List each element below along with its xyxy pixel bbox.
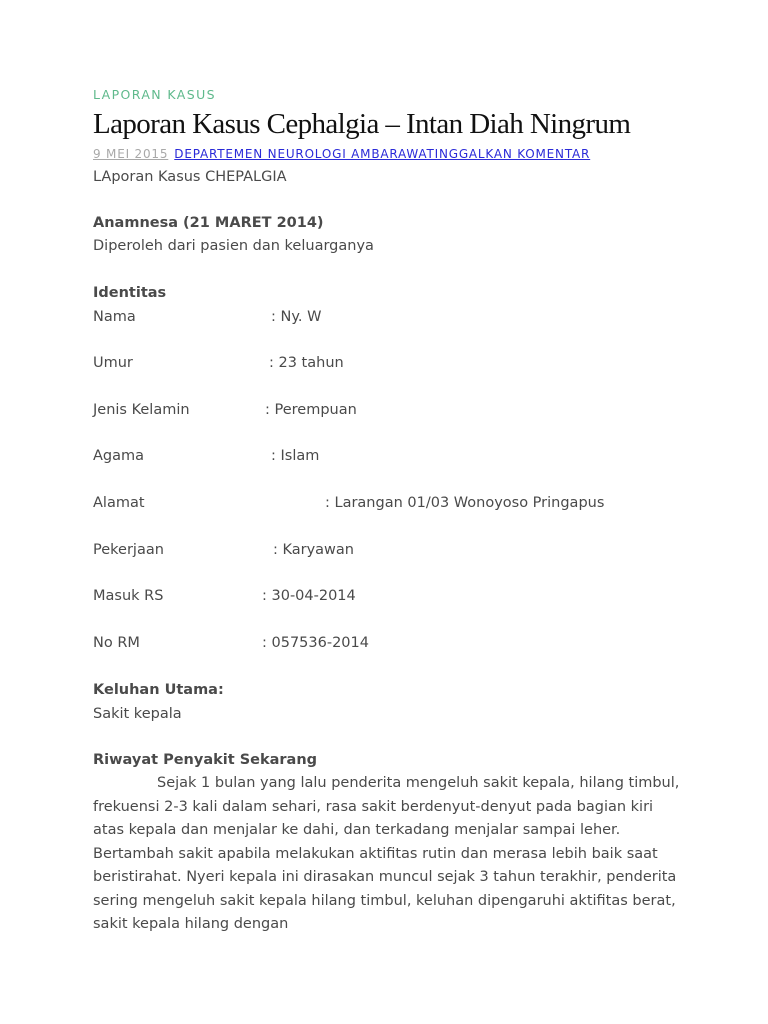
identitas-label: No RM: [93, 635, 140, 651]
identitas-label: Alamat: [93, 495, 145, 511]
identitas-label: Nama: [93, 309, 136, 325]
identitas-title: Identitas: [93, 285, 167, 301]
anamnesa-title: Anamnesa (21 MARET 2014): [93, 215, 324, 231]
identitas-value: : Islam: [271, 448, 320, 464]
identitas-value: : 23 tahun: [269, 355, 344, 371]
identitas-value: : Karyawan: [273, 542, 354, 558]
identitas-row-umur: [93, 353, 344, 373]
post-author-link[interactable]: DEPARTEMEN NEUROLOGI AMBARAWA: [174, 147, 427, 161]
post-date-link[interactable]: 9 MEI 2015: [93, 147, 169, 161]
identitas-value: : 057536-2014: [262, 635, 369, 651]
identitas-label: Pekerjaan: [93, 542, 164, 558]
anamnesa-text: Diperoleh dari pasien dan keluarganya: [93, 238, 374, 254]
identitas-row-no-rm: [93, 633, 369, 653]
riwayat-paragraph: [93, 772, 683, 937]
content-heading: LAporan Kasus CHEPALGIA: [93, 169, 287, 185]
keluhan-title: Keluhan Utama:: [93, 682, 224, 698]
identitas-value: : 30-04-2014: [262, 588, 356, 604]
post-category-link[interactable]: LAPORAN KASUS: [93, 87, 216, 102]
post-title: Laporan Kasus Cephalgia – Intan Diah Ningrum: [93, 108, 631, 140]
riwayat-title: Riwayat Penyakit Sekarang: [93, 752, 318, 768]
identitas-label: Agama: [93, 448, 145, 464]
identitas-label: Jenis Kelamin: [93, 402, 190, 418]
identitas-value: : Perempuan: [265, 402, 357, 418]
identitas-label: Masuk RS: [93, 588, 164, 604]
identitas-row-pekerjaan: [93, 540, 354, 560]
identitas-value: : Larangan 01/03 Wonoyoso Pringapus: [325, 495, 605, 511]
keluhan-text: Sakit kepala: [93, 706, 182, 722]
identitas-row-alamat: [93, 493, 605, 513]
post-meta: [93, 147, 590, 161]
identitas-row-agama: [93, 446, 320, 466]
identitas-value: : Ny. W: [271, 309, 322, 325]
identitas-row-jenis-kelamin: [93, 400, 357, 420]
identitas-row-nama: [93, 307, 322, 327]
riwayat-text: Sejak 1 bulan yang lalu penderita mengeluh sakit kepala, hilang timbul, frekuensi 2-3 kali dalam sehari, rasa sakit berdenyut-denyut pada bagian kiri atas kepala dan menjalar ke dahi, dan terkadang menjalar sampai leher. Bertambah sakit apabila melakukan aktifitas rutin dan merasa lebih baik saat beristirahat. Nyeri kepala ini dirasakan muncul sejak 3 tahun terakhir, penderita sering mengeluh sakit kepala hilang timbul, keluhan dipengaruhi aktifitas berat, sakit kepala hilang dengan: [93, 775, 680, 932]
leave-comment-link[interactable]: TINGGALKAN KOMENTAR: [426, 147, 591, 161]
identitas-label: Umur: [93, 355, 133, 371]
identitas-row-masuk-rs: [93, 586, 356, 606]
